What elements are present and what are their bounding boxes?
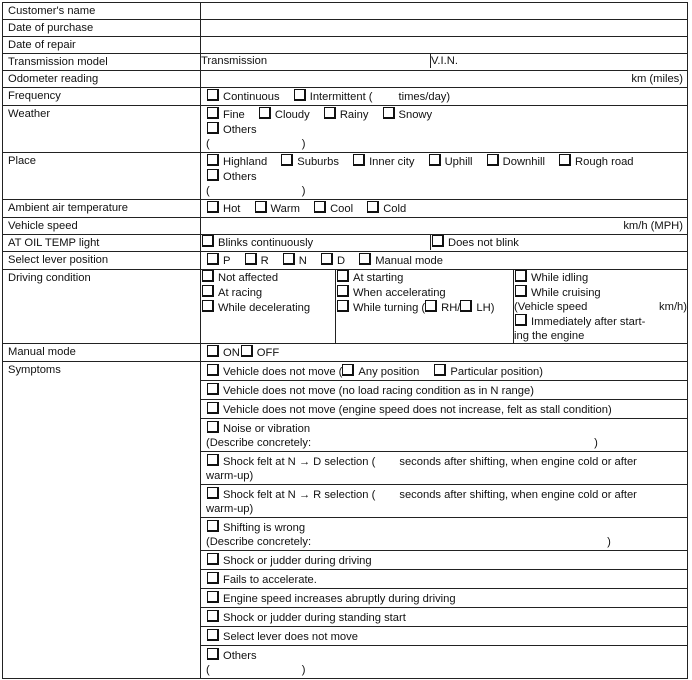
option-label: Shock or judder during driving bbox=[223, 555, 372, 567]
place-downhill[interactable] bbox=[486, 156, 545, 168]
driving-not-affected[interactable] bbox=[201, 270, 335, 285]
checkbox-icon[interactable] bbox=[207, 122, 219, 134]
option-label: Engine speed increases abruptly during driving bbox=[223, 593, 456, 605]
vehicle-speed-label: Vehicle speed bbox=[3, 218, 201, 235]
option-label-continued: warm-up) bbox=[206, 503, 254, 515]
manual-on[interactable] bbox=[206, 347, 240, 359]
option-label: Shock felt at N → R selection ( bbox=[223, 489, 376, 501]
driving-col-3 bbox=[513, 270, 687, 343]
option-label: Vehicle does not move ( bbox=[223, 366, 343, 378]
symptom-judder-start[interactable] bbox=[201, 608, 687, 627]
frequency-label: Frequency bbox=[3, 88, 201, 106]
checkbox-icon[interactable] bbox=[207, 345, 219, 357]
symptom-engine-speed[interactable] bbox=[201, 589, 687, 608]
date-of-repair-field[interactable] bbox=[201, 37, 688, 54]
checkbox-icon[interactable] bbox=[283, 253, 295, 265]
option-label: Others bbox=[223, 171, 257, 183]
weather-cloudy[interactable] bbox=[258, 109, 310, 121]
vehicle-speed-field[interactable] bbox=[201, 218, 688, 235]
weather-snowy[interactable] bbox=[382, 109, 433, 121]
option-label: Select lever does not move bbox=[223, 631, 358, 643]
lever-d[interactable] bbox=[320, 255, 345, 267]
driving-accelerating[interactable] bbox=[336, 285, 513, 300]
oil-temp-no-blink[interactable] bbox=[430, 235, 687, 250]
transmission-model-label: Transmission model bbox=[3, 54, 201, 71]
lever-n[interactable] bbox=[282, 255, 307, 267]
option-label: Manual mode bbox=[375, 255, 443, 267]
option-label: Cool bbox=[330, 203, 354, 215]
describe-label: (Describe concretely: bbox=[206, 437, 312, 449]
checkbox-icon[interactable] bbox=[207, 520, 219, 532]
odometer-label: Odometer reading bbox=[3, 71, 201, 88]
option-label: times/day) bbox=[398, 91, 451, 103]
place-highland[interactable] bbox=[206, 156, 267, 168]
customer-name-label: Customer's name bbox=[3, 3, 201, 20]
option-label: While cruising bbox=[531, 287, 601, 299]
odometer-unit: km (miles) bbox=[631, 73, 683, 85]
symptom-fails-accelerate[interactable] bbox=[201, 570, 687, 589]
driving-condition-options bbox=[201, 270, 688, 344]
frequency-options bbox=[201, 88, 688, 106]
weather-rainy[interactable] bbox=[323, 109, 369, 121]
checkbox-icon[interactable] bbox=[207, 364, 219, 376]
option-label: Inner city bbox=[369, 156, 415, 168]
option-label: Others bbox=[223, 124, 257, 136]
checkbox-icon[interactable] bbox=[314, 201, 326, 213]
option-label: When accelerating bbox=[353, 287, 446, 299]
driving-at-racing[interactable] bbox=[201, 285, 335, 300]
frequency-continuous[interactable] bbox=[206, 91, 280, 103]
option-label: Continuous bbox=[223, 91, 280, 103]
option-label: OFF bbox=[256, 347, 280, 359]
option-label: D bbox=[336, 255, 346, 267]
ambient-cold[interactable] bbox=[366, 203, 406, 215]
option-label-continued: warm-up) bbox=[206, 470, 254, 482]
option-label-continued: ing the engine bbox=[514, 330, 585, 342]
vehicle-speed-note: (Vehicle speed bbox=[514, 301, 588, 313]
lever-r[interactable] bbox=[244, 255, 269, 267]
weather-others[interactable] bbox=[206, 124, 257, 136]
option-label: RH/ bbox=[441, 302, 461, 314]
vin-label: V.I.N. bbox=[431, 55, 458, 67]
option-label: seconds after shifting, when engine cold or after bbox=[399, 489, 637, 501]
option-label: Does not blink bbox=[448, 237, 519, 249]
ambient-options bbox=[201, 200, 688, 218]
checkbox-icon[interactable] bbox=[425, 300, 437, 312]
place-label: Place bbox=[3, 153, 201, 200]
lever-manual[interactable] bbox=[358, 255, 443, 267]
manual-off[interactable] bbox=[240, 347, 279, 359]
checkbox-icon[interactable] bbox=[342, 364, 354, 376]
option-label: Uphill bbox=[444, 156, 473, 168]
checkbox-icon[interactable] bbox=[359, 253, 371, 265]
driving-col-2 bbox=[335, 270, 513, 343]
option-label: ON bbox=[223, 347, 240, 359]
checkbox-icon[interactable] bbox=[337, 285, 349, 297]
option-label: Highland bbox=[223, 156, 268, 168]
option-label: Cloudy bbox=[274, 109, 310, 121]
checkbox-icon[interactable] bbox=[294, 89, 306, 101]
place-rough-road[interactable] bbox=[558, 156, 633, 168]
checkbox-icon[interactable] bbox=[383, 107, 395, 119]
option-label: Intermittent ( bbox=[309, 91, 373, 103]
option-label: Immediately after start- bbox=[531, 316, 646, 328]
option-label: R bbox=[260, 255, 269, 267]
driving-col-1 bbox=[201, 270, 335, 343]
checkbox-icon[interactable] bbox=[337, 270, 349, 282]
manual-mode-label: Manual mode bbox=[3, 344, 201, 362]
vin-field[interactable] bbox=[430, 54, 687, 68]
oil-temp-label: AT OIL TEMP light bbox=[3, 235, 201, 252]
ambient-cool[interactable] bbox=[313, 203, 353, 215]
option-label: While decelerating bbox=[218, 302, 311, 314]
checkbox-icon[interactable] bbox=[202, 235, 214, 247]
option-label: Others bbox=[223, 650, 257, 662]
paren-open: ( bbox=[206, 138, 210, 150]
paren-open: ( bbox=[206, 185, 210, 197]
checkbox-icon[interactable] bbox=[202, 270, 214, 282]
option-label: Shock felt at N → D selection ( bbox=[223, 456, 376, 468]
paren-close: ) bbox=[607, 536, 611, 548]
place-suburbs[interactable] bbox=[280, 156, 339, 168]
driving-decelerating[interactable] bbox=[201, 300, 335, 315]
checkbox-icon[interactable] bbox=[207, 89, 219, 101]
frequency-intermittent[interactable] bbox=[293, 91, 450, 103]
paren-open: ( bbox=[206, 664, 210, 676]
option-label: Vehicle does not move (engine speed does not increase, felt as stall condition) bbox=[223, 404, 612, 416]
paren-close: ) bbox=[301, 185, 306, 197]
driving-condition-label: Driving condition bbox=[3, 270, 201, 344]
option-label: Noise or vibration bbox=[223, 423, 311, 435]
option-label: Blinks continuously bbox=[218, 237, 314, 249]
option-label: At starting bbox=[353, 272, 404, 284]
option-label: LH) bbox=[476, 302, 495, 314]
ambient-hot[interactable] bbox=[206, 203, 240, 215]
driving-immediately[interactable] bbox=[514, 314, 687, 329]
option-label: At racing bbox=[218, 287, 263, 299]
symptom-no-move-stall[interactable] bbox=[201, 400, 687, 419]
vehicle-speed-unit: km/h (MPH) bbox=[623, 220, 683, 232]
driving-at-starting[interactable] bbox=[336, 270, 513, 285]
option-label: Vehicle does not move (no load racing condition as in N range) bbox=[223, 385, 534, 397]
option-label: Any position bbox=[358, 366, 420, 378]
symptom-others[interactable] bbox=[201, 646, 687, 678]
option-label: Suburbs bbox=[297, 156, 339, 168]
select-lever-options bbox=[201, 252, 688, 270]
place-uphill[interactable] bbox=[428, 156, 473, 168]
symptom-judder-driving[interactable] bbox=[201, 551, 687, 570]
symptoms-label: Symptoms bbox=[3, 362, 201, 679]
diagnostic-worksheet bbox=[2, 2, 688, 679]
customer-name-field[interactable] bbox=[201, 3, 688, 20]
select-lever-label: Select lever position bbox=[3, 252, 201, 270]
checkbox-icon[interactable] bbox=[515, 270, 527, 282]
checkbox-icon[interactable] bbox=[207, 201, 219, 213]
weather-fine[interactable] bbox=[206, 109, 245, 121]
manual-mode-options bbox=[201, 344, 688, 362]
option-label: Cold bbox=[383, 203, 407, 215]
oil-temp-options bbox=[201, 235, 688, 252]
checkbox-icon[interactable] bbox=[429, 154, 441, 166]
odometer-field[interactable] bbox=[201, 71, 688, 88]
checkbox-icon[interactable] bbox=[207, 154, 219, 166]
checkbox-icon[interactable] bbox=[207, 648, 219, 660]
checkbox-icon[interactable] bbox=[207, 553, 219, 565]
checkbox-icon[interactable] bbox=[207, 253, 219, 265]
option-label: Rainy bbox=[339, 109, 369, 121]
checkbox-icon[interactable] bbox=[207, 629, 219, 641]
option-label: While turning ( bbox=[353, 302, 426, 314]
kmh-unit: km/h) bbox=[659, 301, 687, 313]
symptom-shock-nr[interactable] bbox=[201, 485, 687, 518]
driving-cruising[interactable] bbox=[514, 285, 687, 300]
option-label: Downhill bbox=[502, 156, 545, 168]
place-inner-city[interactable] bbox=[352, 156, 414, 168]
checkbox-icon[interactable] bbox=[559, 154, 571, 166]
option-label: Rough road bbox=[575, 156, 634, 168]
transmission-model-row bbox=[201, 54, 688, 71]
checkbox-icon[interactable] bbox=[281, 154, 293, 166]
symptom-no-move-no-load[interactable] bbox=[201, 381, 687, 400]
transmission-field[interactable] bbox=[201, 54, 430, 68]
checkbox-icon[interactable] bbox=[432, 235, 444, 247]
driving-idling[interactable] bbox=[514, 270, 687, 285]
checkbox-icon[interactable] bbox=[353, 154, 365, 166]
date-of-repair-label: Date of repair bbox=[3, 37, 201, 54]
checkbox-icon[interactable] bbox=[207, 107, 219, 119]
option-label: Hot bbox=[223, 203, 241, 215]
option-label: Particular position) bbox=[450, 366, 544, 378]
checkbox-icon[interactable] bbox=[207, 454, 219, 466]
option-label: Fails to accelerate. bbox=[223, 574, 317, 586]
option-label: Not affected bbox=[218, 272, 279, 284]
oil-temp-blinks[interactable] bbox=[201, 235, 430, 250]
option-label: N bbox=[298, 255, 307, 267]
checkbox-icon[interactable] bbox=[515, 314, 527, 326]
checkbox-icon[interactable] bbox=[207, 402, 219, 414]
driving-turning[interactable] bbox=[336, 300, 513, 315]
weather-label: Weather bbox=[3, 106, 201, 153]
option-label: Snowy bbox=[398, 109, 433, 121]
checkbox-icon[interactable] bbox=[515, 285, 527, 297]
checkbox-icon[interactable] bbox=[207, 169, 219, 181]
checkbox-icon[interactable] bbox=[324, 107, 336, 119]
symptom-shock-nd[interactable] bbox=[201, 452, 687, 485]
paren-close: ) bbox=[301, 664, 306, 676]
checkbox-icon[interactable] bbox=[207, 610, 219, 622]
option-label: seconds after shifting, when engine cold or after bbox=[399, 456, 637, 468]
checkbox-icon[interactable] bbox=[202, 300, 214, 312]
option-label: Fine bbox=[223, 109, 245, 121]
date-of-purchase-field[interactable] bbox=[201, 20, 688, 37]
checkbox-icon[interactable] bbox=[460, 300, 472, 312]
checkbox-icon[interactable] bbox=[321, 253, 333, 265]
checkbox-icon[interactable] bbox=[207, 487, 219, 499]
symptom-no-move[interactable] bbox=[201, 362, 687, 381]
option-label: Warm bbox=[270, 203, 300, 215]
date-of-purchase-label: Date of purchase bbox=[3, 20, 201, 37]
checkbox-icon[interactable] bbox=[487, 154, 499, 166]
ambient-warm[interactable] bbox=[254, 203, 300, 215]
option-label: Shock or judder during standing start bbox=[223, 612, 406, 624]
option-label: Shifting is wrong bbox=[223, 522, 306, 534]
symptom-shifting-wrong[interactable] bbox=[201, 518, 687, 551]
weather-options bbox=[201, 106, 688, 153]
lever-p[interactable] bbox=[206, 255, 230, 267]
symptom-lever-stuck[interactable] bbox=[201, 627, 687, 646]
checkbox-icon[interactable] bbox=[207, 383, 219, 395]
describe-label: (Describe concretely: bbox=[206, 536, 312, 548]
checkbox-icon[interactable] bbox=[367, 201, 379, 213]
checkbox-icon[interactable] bbox=[241, 345, 253, 357]
symptoms-list bbox=[201, 362, 688, 679]
checkbox-icon[interactable] bbox=[207, 421, 219, 433]
symptom-noise[interactable] bbox=[201, 419, 687, 452]
paren-close: ) bbox=[301, 138, 306, 150]
checkbox-icon[interactable] bbox=[434, 364, 446, 376]
checkbox-icon[interactable] bbox=[255, 201, 267, 213]
place-others[interactable] bbox=[206, 171, 257, 183]
checkbox-icon[interactable] bbox=[207, 591, 219, 603]
checkbox-icon[interactable] bbox=[245, 253, 257, 265]
checkbox-icon[interactable] bbox=[259, 107, 271, 119]
option-label: While idling bbox=[531, 272, 589, 284]
transmission-label: Transmission bbox=[201, 55, 268, 67]
paren-close: ) bbox=[594, 437, 598, 449]
checkbox-icon[interactable] bbox=[202, 285, 214, 297]
place-options bbox=[201, 153, 688, 200]
ambient-label: Ambient air temperature bbox=[3, 200, 201, 218]
checkbox-icon[interactable] bbox=[337, 300, 349, 312]
option-label: P bbox=[223, 255, 231, 267]
checkbox-icon[interactable] bbox=[207, 572, 219, 584]
